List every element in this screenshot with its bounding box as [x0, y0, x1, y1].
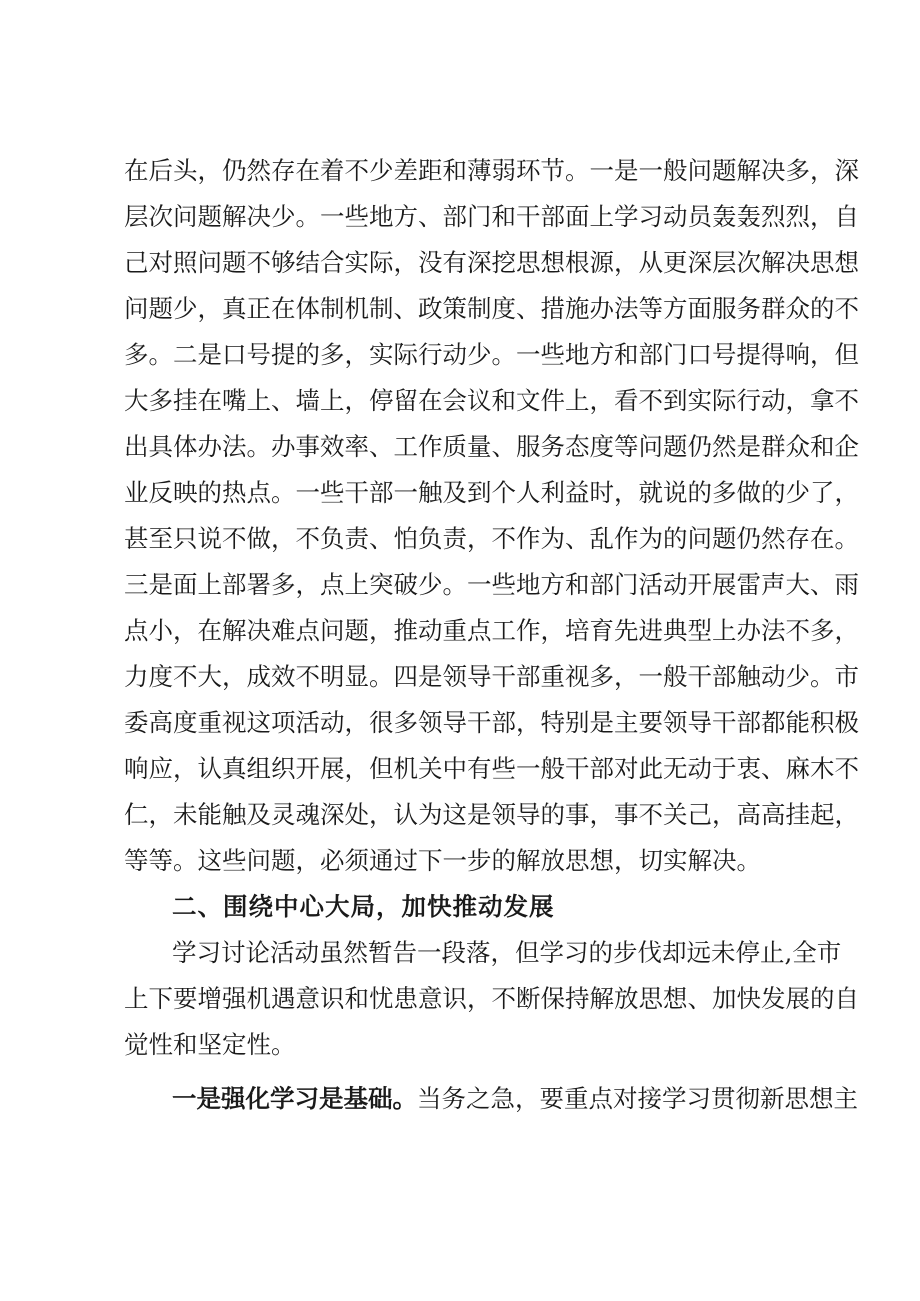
paragraph-3-text: 当务之急，要重点对接学习贯彻新思想主 [417, 1084, 858, 1113]
section-heading: 二、围绕中心大局，加快推动发展 [172, 892, 555, 921]
text-line: 三是面上部署多，点上突破少。一些地方和部门活动开展雷声大、雨 [124, 570, 859, 599]
text-line: 觉性和坚定性。 [124, 1030, 296, 1059]
text-line: 出具体办法。办事效率、工作质量、服务态度等问题仍然是群众和企 [124, 432, 859, 461]
text-line: 业反映的热点。一些干部一触及到个人利益时，就说的多做的少了， [124, 478, 859, 507]
text-line: 上下要增强机遇意识和忧患意识，不断保持解放思想、加快发展的自 [124, 984, 859, 1013]
text-line: 点小，在解决难点问题，推动重点工作，培育先进典型上办法不多， [124, 616, 859, 645]
text-line: 力度不大，成效不明显。四是领导干部重视多，一般干部触动少。市 [124, 662, 859, 691]
text-line: 问题少，真正在体制机制、政策制度、措施办法等方面服务群众的不 [124, 294, 859, 323]
text-line: 在后头，仍然存在着不少差距和薄弱环节。一是一般问题解决多，深 [124, 156, 859, 185]
text-line: 委高度重视这项活动，很多领导干部，特别是主要领导干部都能积极 [124, 708, 859, 737]
text-line: 学习讨论活动虽然暂告一段落，但学习的步伐却远未停止,全市 [172, 938, 842, 967]
text-line: 己对照问题不够结合实际，没有深挖思想根源，从更深层次解决思想 [124, 248, 859, 277]
text-line: 响应，认真组织开展，但机关中有些一般干部对此无动于衷、麻木不 [124, 754, 859, 783]
text-line: 仁，未能触及灵魂深处，认为这是领导的事，事不关己，高高挂起， [124, 800, 859, 829]
text-line: 等等。这些问题，必须通过下一步的解放思想，切实解决。 [124, 846, 761, 875]
paragraph-3 [172, 1076, 858, 1122]
paragraph-3-lead: 一是强化学习是基础。 [172, 1084, 417, 1113]
text-line: 大多挂在嘴上、墙上，停留在会议和文件上，看不到实际行动，拿不 [124, 386, 859, 415]
text-line: 多。二是口号提的多，实际行动少。一些地方和部门口号提得响，但 [124, 340, 859, 369]
text-line: 层次问题解决少。一些地方、部门和干部面上学习动员轰轰烈烈，自 [124, 202, 859, 231]
text-line: 甚至只说不做，不负责、怕负责，不作为、乱作为的问题仍然存在。 [124, 524, 859, 553]
